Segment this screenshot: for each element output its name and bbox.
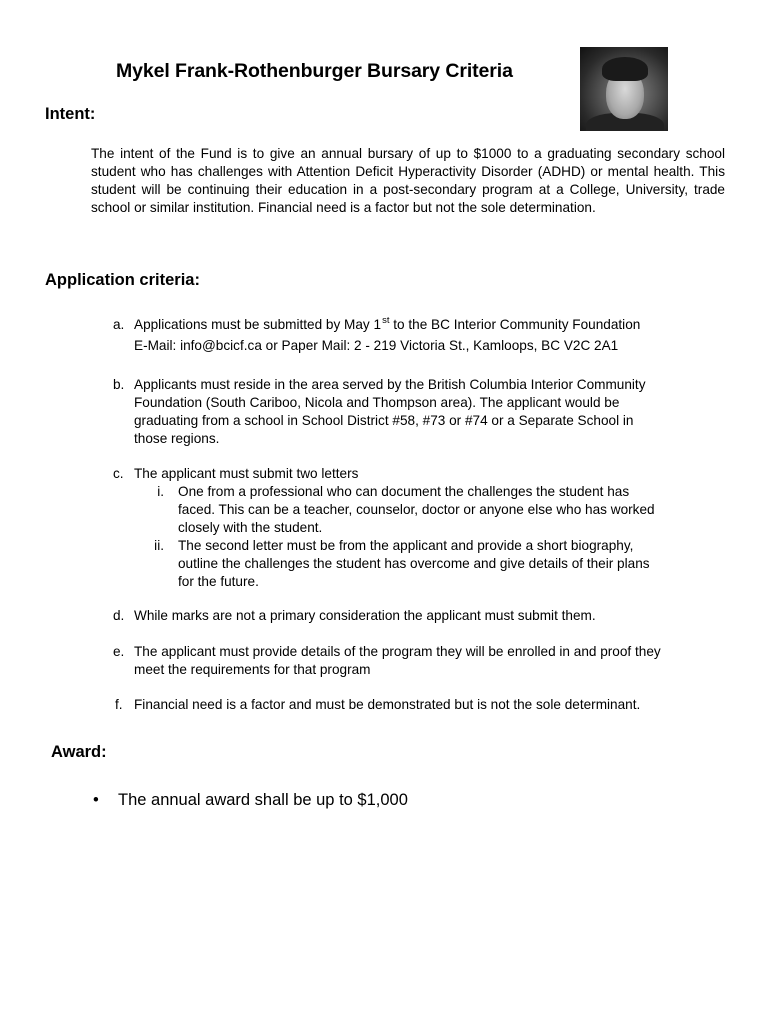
subitem-marker: i.: [157, 484, 164, 499]
item-marker: a.: [113, 317, 125, 332]
item-body: [134, 376, 646, 448]
recipient-photo: [580, 47, 668, 131]
subitem-line: One from a professional who can document the challenges the student has: [178, 484, 630, 499]
item-line: graduating from a school in School District #58, #73 or #74 or a Separate School in: [134, 413, 634, 428]
item-line: [134, 316, 640, 336]
subitem-line: The second letter must be from the applicant and provide a short biography,: [178, 538, 634, 553]
item-body: [134, 643, 661, 679]
item-line: Financial need is a factor and must be demonstrated but is not the sole determinant.: [134, 697, 641, 712]
item-line: those regions.: [134, 431, 220, 446]
subitem-line: faced. This can be a teacher, counselor, doctor or anyone else who has worked: [178, 502, 655, 517]
deadline-text: Applications must be submitted by May 1: [134, 317, 382, 332]
intent-paragraph: The intent of the Fund is to give an annual bursary of up to $1000 to a graduating secondary school student who has challenges with Attention Deficit Hyperactivity Disorder (ADHD) or mental health. This student will be continuing their education in a post-secondary program at a College, University, trade school or similar institution. Financial need is a factor but not the sole determination.: [91, 146, 725, 215]
item-line: While marks are not a primary consideration the applicant must submit them.: [134, 608, 596, 623]
item-marker: d.: [113, 608, 125, 623]
item-marker: e.: [113, 644, 125, 659]
ordinal-suffix: st: [382, 315, 390, 326]
contact-line: E-Mail: info@bcicf.ca or Paper Mail: 2 - 219 Victoria St., Kamloops, BC V2C 2A1: [134, 338, 619, 353]
foundation-text: to the BC Interior Community Foundation: [389, 317, 641, 332]
item-line: meet the requirements for that program: [134, 662, 371, 677]
subitem-body: [178, 483, 655, 537]
item-line: The applicant must provide details of the program they will be enrolled in and proof they: [134, 644, 661, 659]
bullet-icon: •: [93, 791, 99, 809]
award-heading: Award:: [51, 743, 107, 761]
item-body: [134, 316, 640, 355]
award-text: The annual award shall be up to $1,000: [118, 791, 408, 809]
subitem-marker: ii.: [154, 538, 164, 553]
intent-heading: Intent:: [45, 105, 96, 123]
item-line: Foundation (South Cariboo, Nicola and Thompson area). The applicant would be: [134, 395, 620, 410]
subitem-body: [178, 537, 650, 591]
item-marker: c.: [113, 466, 124, 481]
item-marker: b.: [113, 377, 125, 392]
subitem-line: for the future.: [178, 574, 259, 589]
subitem-line: outline the challenges the student has overcome and give details of their plans: [178, 556, 650, 571]
item-line: Applicants must reside in the area served by the British Columbia Interior Community: [134, 377, 646, 392]
criteria-heading: Application criteria:: [45, 271, 200, 289]
document-title: Mykel Frank-Rothenburger Bursary Criteria: [116, 60, 513, 82]
subitem-line: closely with the student.: [178, 520, 323, 535]
item-body: [134, 696, 640, 714]
photo-hair: [602, 57, 648, 81]
item-body: [134, 607, 596, 625]
item-marker: f.: [115, 697, 123, 712]
item-body: [134, 465, 358, 483]
item-line: The applicant must submit two letters: [134, 466, 359, 481]
